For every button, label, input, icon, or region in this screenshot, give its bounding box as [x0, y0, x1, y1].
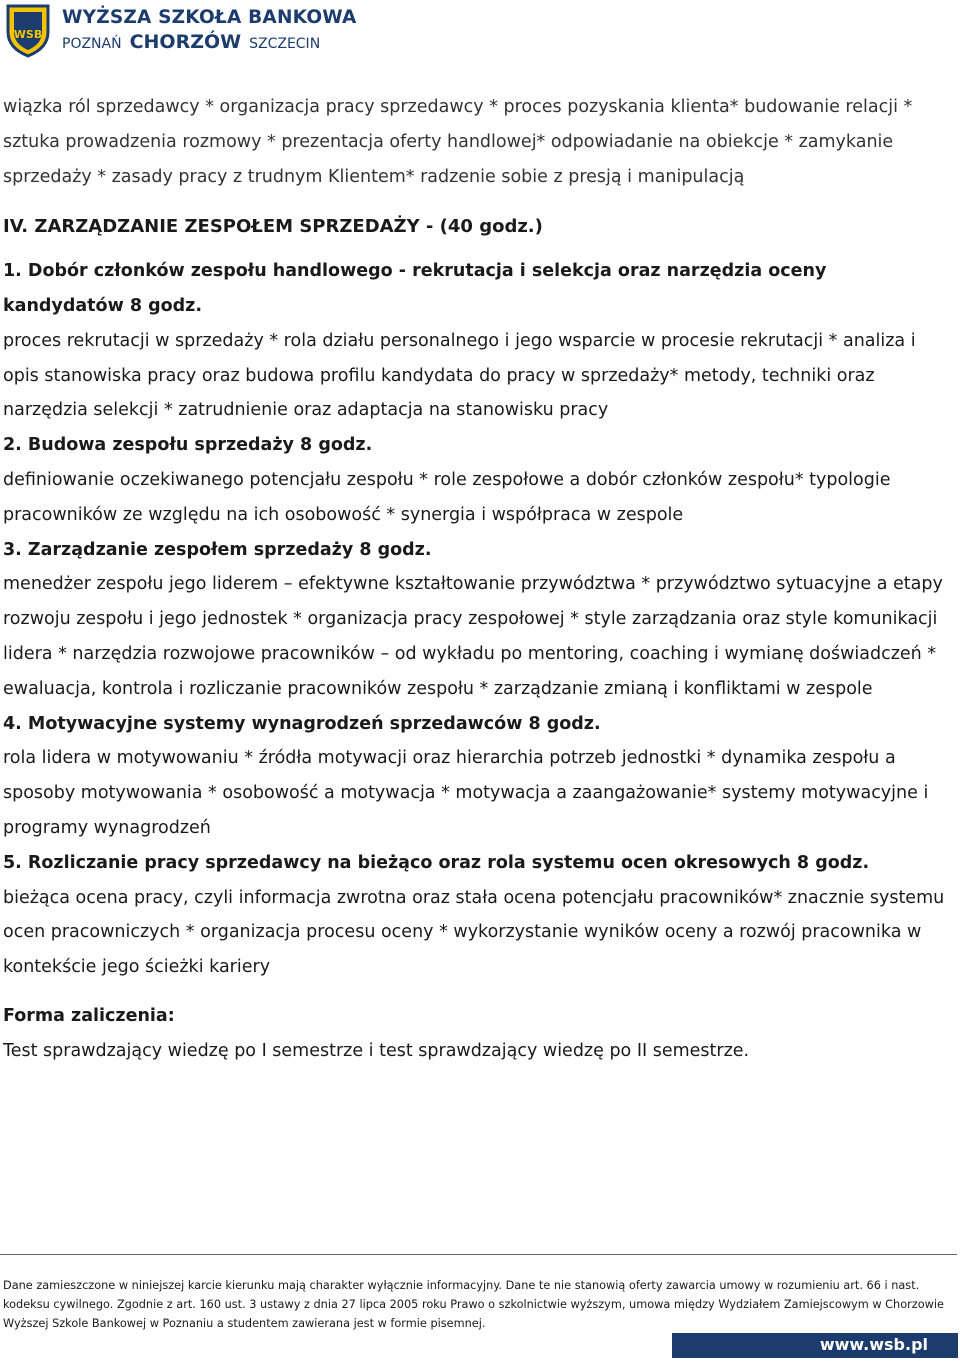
- item-title: 2. Budowa zespołu sprzedaży 8 godz.: [3, 435, 373, 456]
- wsb-logo-icon[interactable]: [4, 2, 52, 58]
- footer-disclaimer: [3, 1276, 958, 1333]
- page-header: [0, 0, 960, 60]
- item-title: 4. Motywacyjne systemy wynagrodzeń sprzedawców 8 godz.: [3, 713, 601, 734]
- item-body: menedżer zespołu jego liderem – efektywne kształtowanie przywództwa * przywództwo sytuacyjne a etapy rozwoju zespołu i jego jednostek * organizacja pracy zespołowej * style zarządzania oraz style komunikacji lidera * narzędzia rozwojowe pracowników – od wykładu po mentoring, coaching i wymianę doświadczeń * ewaluacja, kontrola i rozliczanie pracowników zespołu * zarządzanie zmianą i konfliktami w zespole: [3, 574, 943, 699]
- section-title: IV. ZARZĄDZANIE ZESPOŁEM SPRZEDAŻY - (40 godz.): [3, 216, 543, 238]
- school-name: WYŻSZA SZKOŁA BANKOWA: [62, 7, 357, 28]
- item-body: rola lidera w motywowaniu * źródła motywacji oraz hierarchia potrzeb jednostki * dynamika zespołu a sposoby motywowania * osobowość a motywacja * motywacja a zaangażowanie* systemy motywacyjne i programy wynagrodzeń: [3, 748, 929, 838]
- item-title: 5. Rozliczanie pracy sprzedawcy na bieżąco oraz rola systemu ocen okresowych 8 godz.: [3, 852, 870, 873]
- cities-line: [62, 31, 320, 53]
- website-bar[interactable]: [672, 1333, 958, 1358]
- logo-text: WSB: [13, 28, 43, 41]
- assessment-text: Test sprawdzający wiedzę po I semestrze i test sprawdzający wiedzę po II semestrze.: [3, 1040, 750, 1061]
- city-chorzow: CHORZÓW: [129, 31, 242, 53]
- assessment-title: Forma zaliczenia:: [3, 1005, 175, 1026]
- spacer: [3, 985, 953, 999]
- item-title: 1. Dobór członków zespołu handlowego - rekrutacja i selekcja oraz narzędzia oceny kandydatów 8 godz.: [3, 261, 827, 316]
- item-body: proces rekrutacji w sprzedaży * rola działu personalnego i jego wsparcie w procesie rekrutacji * analiza i opis stanowiska pracy oraz budowa profilu kandydata do pracy w sprzedaży* metody, techniki oraz narzędzia selekcji * zatrudnienie oraz adaptacja na stanowisku pracy: [3, 330, 916, 421]
- item-title: 3. Zarządzanie zespołem sprzedaży 8 godz.: [3, 539, 432, 560]
- city-poznan: POZNAŃ: [62, 36, 122, 52]
- footer-line: kodeksu cywilnego. Zgodnie z art. 160 ust. 3 ustawy z dnia 27 lipca 2005 roku Prawo o szkolnictwie wyższym, umowa między Wydziałem Zamiejscowym w Chorzowie: [3, 1298, 944, 1311]
- intro-paragraph: wiązka ról sprzedawcy * organizacja pracy sprzedawcy * proces pozyskania klienta* budowanie relacji * sztuka prowadzenia rozmowy * prezentacja oferty handlowej* odpowiadanie na obiekcje * zamykanie sprzedaży * zasady pracy z trudnym Klientem* radzenie sobie z presją i manipulacją: [3, 97, 913, 187]
- item-body: definiowanie oczekiwanego potencjału zespołu * role zespołowe a dobór członków zespołu* typologie pracowników ze względu na ich osobowość * synergia i współpraca w zespole: [3, 469, 891, 525]
- item-body: bieżąca ocena pracy, czyli informacja zwrotna oraz stała ocena potencjału pracowników* znacznie systemu ocen pracowniczych * organizacja procesu oceny * wykorzystanie wyników oceny a rozwój pracownika w kontekście jego ścieżki kariery: [3, 887, 945, 978]
- city-szczecin: SZCZECIN: [249, 36, 321, 52]
- footer-line: Wyższej Szkole Bankowej w Poznaniu a studentem zawierana jest w formie pisemnej.: [3, 1317, 486, 1330]
- website-link[interactable]: www.wsb.pl: [819, 1335, 928, 1354]
- syllabus-content: [3, 90, 953, 1069]
- footer-divider: [0, 1254, 957, 1255]
- footer-line: Dane zamieszczone w niniejszej karcie kierunku mają charakter wyłącznie informacyjny. Dane te nie stanowią oferty zawarcia umowy w rozumieniu art. 66 i nast.: [3, 1279, 920, 1292]
